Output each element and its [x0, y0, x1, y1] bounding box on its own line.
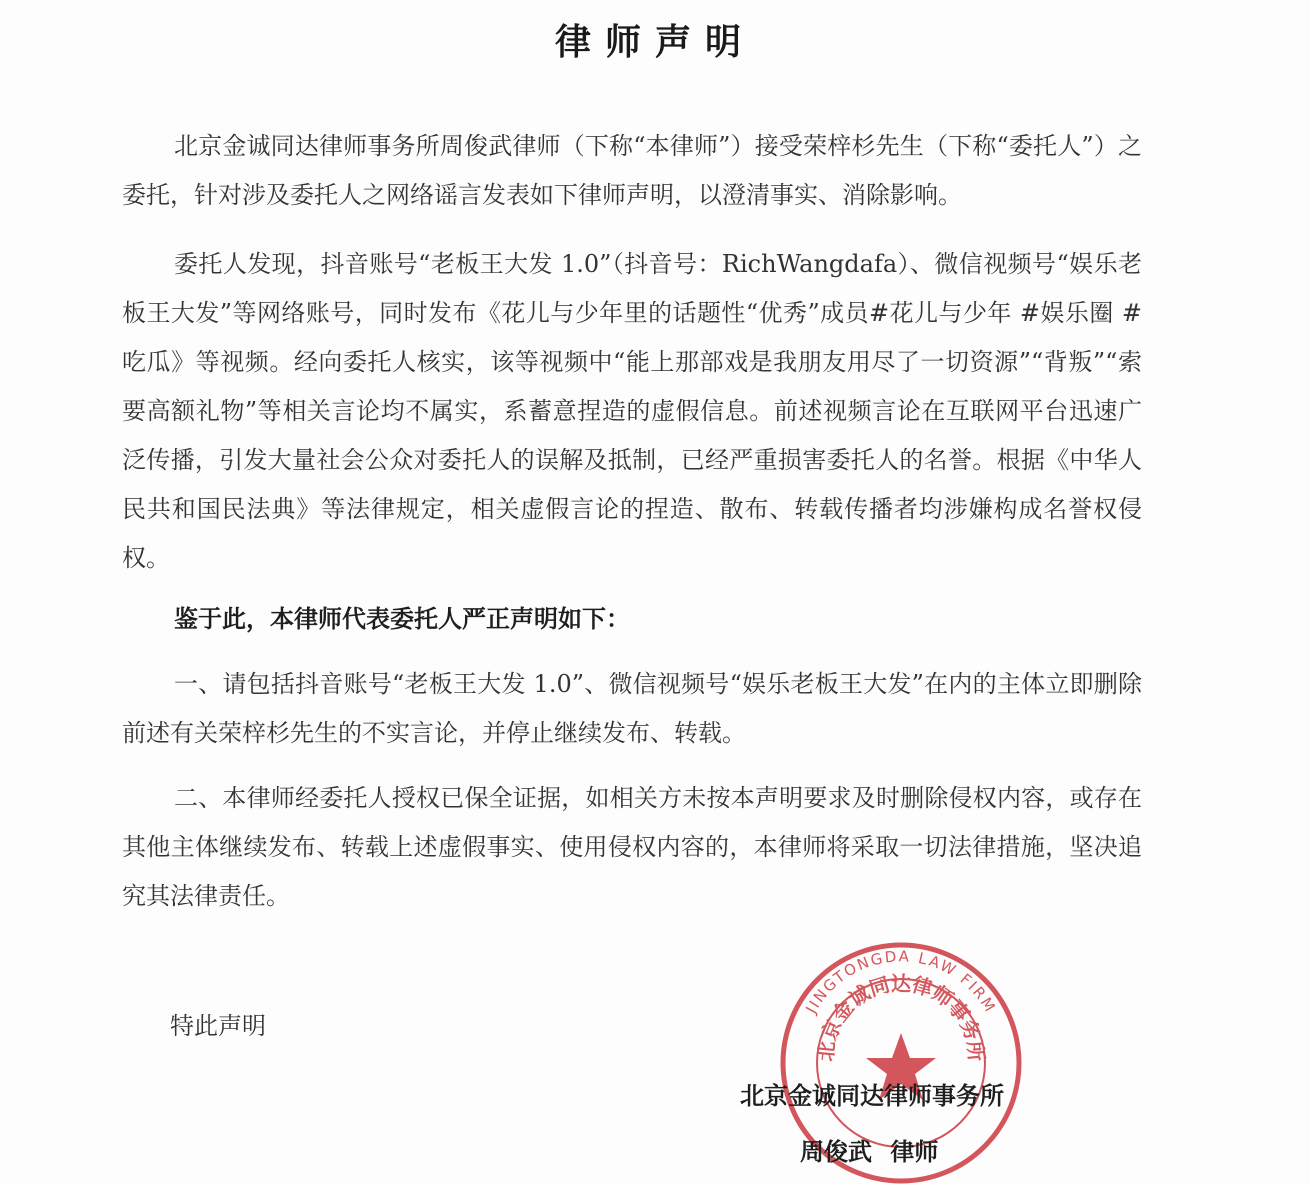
- paragraph-facts: 委托人发现，抖音账号“老板王大发 1.0”（抖音号：RichWangdafa）、微信视频号“娱乐老板王大发”等网络账号，同时发布《花儿与少年里的话题性“优秀”成员#花儿与少年 #娱乐圈 #吃瓜》等视频。经向委托人核实，该等视频中“能上那部戏是我朋友用尽了一切资源”“背叛”“索要高额礼物”等相关言论均不属实，系蓄意捏造的虚假信息。前述视频言论在互联网平台迅速广泛传播，引发大量社会公众对委托人的误解及抵制，已经严重损害委托人的名誉。根据《中华人民共和国民法典》等法律规定，相关虚假言论的捏造、散布、转载传播者均涉嫌构成名誉权侵权。: [122, 250, 1142, 572]
- seal-inner-text: 北京金诚同达律师事务所: [813, 971, 989, 1063]
- paragraph-intro: 北京金诚同达律师事务所周俊武律师（下称“本律师”）接受荣梓杉先生（下称“委托人”）之委托，针对涉及委托人之网络谣言发表如下律师声明，以澄清事实、消除影响。: [122, 132, 1142, 209]
- seal-outer-text: JINGTONGDA LAW FIRM: [802, 947, 1000, 1017]
- paragraph-declaration-heading: 鉴于此，本律师代表委托人严正声明如下：: [174, 604, 630, 633]
- paragraph-demand-two: 二、本律师经委托人授权已保全证据，如相关方未按本声明要求及时删除侵权内容，或存在其他主体继续发布、转载上述虚假事实、使用侵权内容的，本律师将采取一切法律措施，坚决追究其法律责任。: [122, 784, 1142, 910]
- closing-statement: 特此声明: [170, 1012, 266, 1040]
- signature-lawyer: 周俊武 律师: [800, 1138, 939, 1166]
- signature-firm: 北京金诚同达律师事务所: [740, 1082, 1004, 1110]
- paragraph-demand-one: 一、请包括抖音账号“老板王大发 1.0”、微信视频号“娱乐老板王大发”在内的主体立即删除前述有关荣梓杉先生的不实言论，并停止继续发布、转载。: [122, 670, 1142, 747]
- document-title: 律师声明: [554, 22, 755, 63]
